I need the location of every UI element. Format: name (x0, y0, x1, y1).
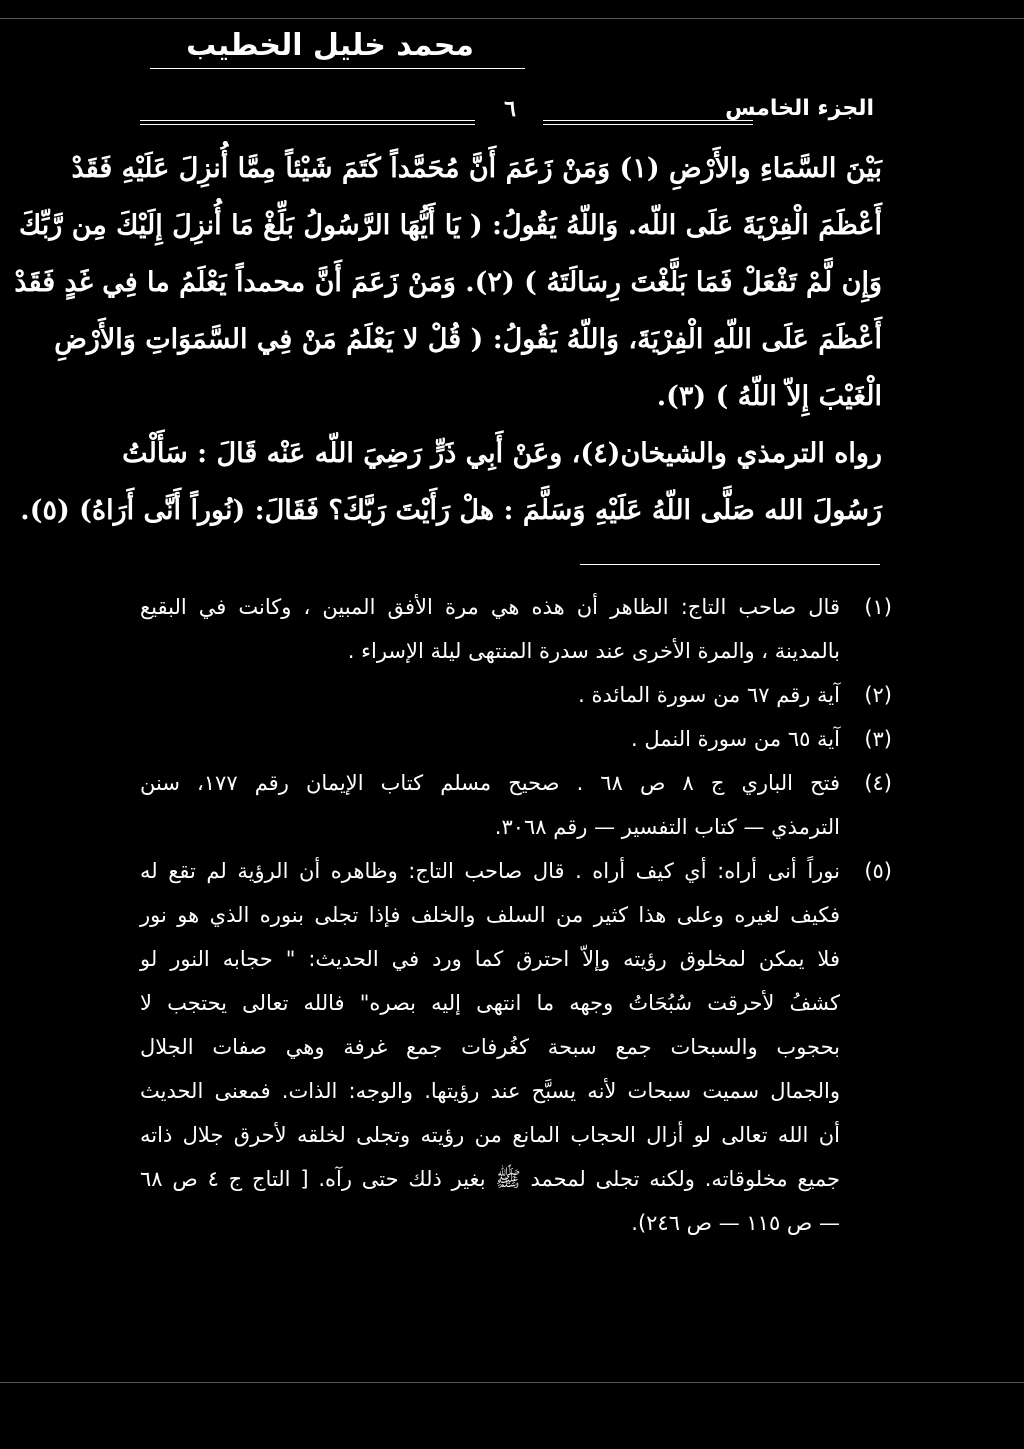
page-number: ٦ (504, 96, 516, 122)
main-text (14, 140, 882, 539)
bottom-border-line (0, 1382, 1024, 1383)
footnote-line: فكيف لغيره وعلى هذا كثير من السلف والخلف فإذا تجلى بنوره الذي هو نور (140, 903, 840, 927)
top-border-line (0, 18, 1024, 19)
footnote-number: (٢) (864, 683, 892, 707)
text-line: رَسُولَ الله صَلَّى اللّهُ عَلَيْهِ وَسَلَّمَ : هلْ رَأَيْتَ رَبَّكَ؟ فَقَالَ: (نُوراً أَنَّى أَرَاهُ) (٥). (20, 495, 882, 526)
footnote-line: والجمال سميت سبحات لأنه يسبَّح عند رؤيتها. والوجه: الذات. فمعنى الحديث (140, 1079, 840, 1103)
footnotes (140, 585, 892, 1245)
footnote-line: فتح الباري ج ٨ ص ٦٨ . صحيح مسلم كتاب الإيمان رقم ١٧٧، سنن (140, 771, 841, 795)
text-line: أَعْظَمَ الْفِرْيَةَ عَلَى اللّه. وَاللّهُ يَقُولُ: ( يَا أَيُّهَا الرَّسُولُ بَلِّغْ مَا أُنزِلَ إِلَيْكَ مِن رَّبِّكَ (19, 210, 882, 241)
text-line: الْغَيْبَ إِلاّ اللّهُ ) (٣). (656, 381, 882, 412)
footnote-line: أن الله تعالى لو أزال الحجاب المانع من رؤيته وتجلى لخلقه لأحرق جلال ذاته (140, 1123, 840, 1147)
footnote-number: (٤) (864, 771, 892, 795)
footnote-line: بالمدينة ، والمرة الأخرى عند سدرة المنتهى ليلة الإسراء . (347, 639, 840, 663)
footnote-line: الترمذي — كتاب التفسير — رقم ٣٠٦٨. (494, 815, 840, 839)
author-name: محمد خليل الخطيب (186, 28, 474, 63)
text-line: بَيْنَ السَّمَاءِ والأَرْضِ (١) وَمَنْ زَعَمَ أَنَّ مُحَمَّداً كَتَمَ شَيْئاً مِمَّا أُنزِلَ عَلَيْهِ فَقَدْ (71, 153, 882, 184)
footnote-separator (580, 564, 880, 565)
footnote-line: آية رقم ٦٧ من سورة المائدة . (578, 683, 840, 707)
text-line: أَعْظَمَ عَلَى اللّهِ الْفِرْيَةَ، وَاللّهُ يَقُولُ: ( قُلْ لا يَعْلَمُ مَنْ فِي السَّمَوَاتِ وَالأَرْضِ (54, 324, 882, 355)
footnote-number: (١) (864, 595, 892, 619)
footnote-line: قال صاحب التاج: الظاهر أن هذه هي مرة الأفق المبين ، وكانت في البقيع (140, 595, 840, 619)
footnote-line: آية ٦٥ من سورة النمل . (630, 727, 840, 751)
footnote-number: (٥) (864, 859, 892, 883)
footnote-line: كشفُ لأحرقت سُبُحَاتُ وجهه ما انتهى إليه بصره" فالله تعالى يحتجب لا (140, 991, 840, 1015)
header-rule-left (140, 120, 475, 125)
text-line: رواه الترمذي والشيخان(٤)، وعَنْ أَبِي ذَرٍّ رَضِيَ اللّه عَنْه قَالَ : سَأَلْتُ (122, 438, 882, 469)
footnote (140, 717, 892, 761)
part-label: الجزء الخامس (725, 96, 874, 121)
footnote-line: — ص ١١٥ — ص ٢٤٦). (631, 1211, 840, 1235)
page-header (0, 96, 1024, 132)
author-underline (150, 68, 525, 69)
footnote-line: نوراً أنى أراه: أي كيف أراه . قال صاحب التاج: وظاهره أن الرؤية لم تقع له (140, 859, 840, 883)
text-line: وَإِن لَّمْ تَفْعَلْ فَمَا بَلَّغْتَ رِسَالَتَهُ ) (٢). وَمَنْ زَعَمَ أَنَّ محمداً يَعْلَمُ ما فِي غَدٍ فَقَدْ (14, 267, 882, 298)
footnote-line: فلا يمكن لمخلوق رؤيته وإلاّ احترق كما ورد في الحديث: " حجابه النور لو (140, 947, 840, 971)
footnote (140, 761, 892, 849)
footnote (140, 673, 892, 717)
header-rule-right (543, 120, 753, 125)
footnote-line: بحجوب والسبحات جمع سبحة كغُرفات جمع غرفة وهي صفات الجلال (140, 1035, 840, 1059)
footnote-number: (٣) (864, 727, 892, 751)
footnote (140, 585, 892, 673)
footnote-line: جميع مخلوقاته. ولكنه تجلى لمحمد ﷺ بغير ذلك حتى رآه. [ التاج ج ٤ ص ٦٨ (140, 1167, 841, 1191)
footnote (140, 849, 892, 1245)
